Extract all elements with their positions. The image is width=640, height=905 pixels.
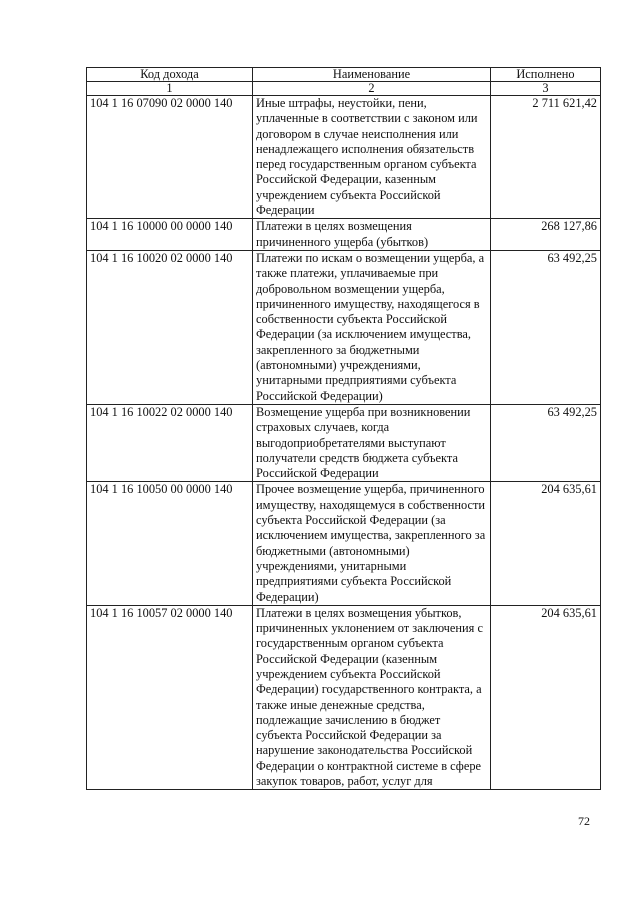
row-name: Платежи в целях возмещения убытков, причиненных уклонением от заключения с государственным органом субъекта Российской Федерации (казенным учреждением субъекта Российской Федерации) государственного контракта, а также иные денежные средства, подлежащие зачислению в бюджет субъекта Российской Федерации за нарушение законодательства Российской Федерации о контрактной системе в сфере закупок товаров, работ, услуг для [253, 605, 491, 790]
header-amount: Исполнено [491, 68, 601, 82]
row-name: Платежи в целях возмещения причиненного ущерба (убытков) [253, 219, 491, 251]
column-number-2: 2 [253, 82, 491, 96]
row-code: 104 1 16 10057 02 0000 140 [87, 605, 253, 790]
table-row [87, 482, 601, 605]
row-amount: 204 635,61 [491, 605, 601, 790]
row-amount: 204 635,61 [491, 482, 601, 605]
row-amount: 2 711 621,42 [491, 96, 601, 219]
row-code: 104 1 16 10020 02 0000 140 [87, 250, 253, 404]
row-code: 104 1 16 10022 02 0000 140 [87, 404, 253, 481]
row-name: Прочее возмещение ущерба, причиненного имуществу, находящемуся в собственности субъекта Российской Федерации (за исключением имущества, закрепленного за бюджетными (автономными) учреждениями, унитарными предприятиями субъекта Российской Федерации) [253, 482, 491, 605]
row-amount: 268 127,86 [491, 219, 601, 251]
table-row [87, 219, 601, 251]
table-row [87, 96, 601, 219]
row-name: Возмещение ущерба при возникновении страховых случаев, когда выгодоприобретателями выступают получатели средств бюджета субъекта Российской Федерации [253, 404, 491, 481]
column-number-1: 1 [87, 82, 253, 96]
revenue-table [86, 67, 601, 790]
table-row [87, 605, 601, 790]
row-code: 104 1 16 10000 00 0000 140 [87, 219, 253, 251]
row-amount: 63 492,25 [491, 250, 601, 404]
row-amount: 63 492,25 [491, 404, 601, 481]
row-name: Платежи по искам о возмещении ущерба, а также платежи, уплачиваемые при добровольном возмещении ущерба, причиненного имуществу, находящегося в собственности субъекта Российской Федерации (за исключением имущества, закрепленного за бюджетными (автономными) учреждениями, унитарными предприятиями субъекта Российской Федерации) [253, 250, 491, 404]
header-name: Наименование [253, 68, 491, 82]
header-code: Код дохода [87, 68, 253, 82]
column-number-3: 3 [491, 82, 601, 96]
table-row [87, 250, 601, 404]
row-name: Иные штрафы, неустойки, пени, уплаченные в соответствии с законом или договором в случае неисполнения или ненадлежащего исполнения обязательств перед государственным органом субъекта Российской Федерации, казенным учреждением субъекта Российской Федерации [253, 96, 491, 219]
page-number: 72 [578, 814, 590, 828]
row-code: 104 1 16 07090 02 0000 140 [87, 96, 253, 219]
table-header-row [87, 68, 601, 82]
table-number-row [87, 82, 601, 96]
table-row [87, 404, 601, 481]
row-code: 104 1 16 10050 00 0000 140 [87, 482, 253, 605]
